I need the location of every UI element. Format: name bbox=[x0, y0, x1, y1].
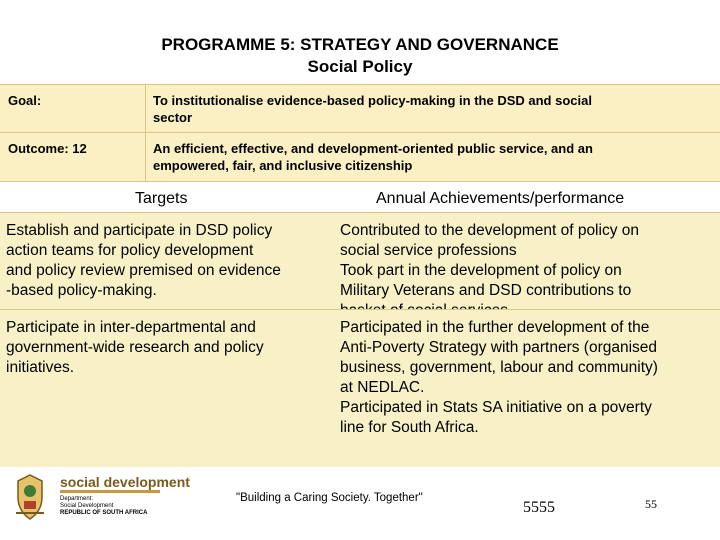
outcome-label: Outcome: 12 bbox=[8, 141, 87, 156]
achievement-line: at NEDLAC. bbox=[340, 379, 425, 396]
target-line: action teams for policy development bbox=[6, 242, 254, 259]
achievement-line: social service professions bbox=[340, 242, 517, 259]
outcome-text bbox=[153, 140, 708, 174]
target-line: Participate in inter-departmental and bbox=[6, 319, 256, 336]
achievement-line: Participated in Stats SA initiative on a poverty bbox=[340, 399, 652, 416]
page-number: 55 bbox=[645, 497, 657, 511]
outcome-row bbox=[0, 132, 720, 182]
targets-header-row bbox=[0, 185, 720, 212]
target-line: Establish and participate in DSD policy bbox=[6, 222, 273, 239]
logo-line: REPUBLIC OF SOUTH AFRICA bbox=[60, 510, 148, 516]
goal-row bbox=[0, 84, 720, 132]
goal-text-line: sector bbox=[153, 110, 193, 125]
goal-text bbox=[153, 92, 708, 126]
logo-line: Department: bbox=[60, 496, 94, 502]
outcome-text-line: empowered, fair, and inclusive citizenship bbox=[153, 158, 413, 173]
achievement-line: Took part in the development of policy on bbox=[340, 262, 622, 279]
targets-table bbox=[0, 185, 720, 467]
logo-title: social development bbox=[60, 474, 190, 490]
logo-line: Social Development bbox=[60, 503, 114, 509]
achievement-line: business, government, labour and community) bbox=[340, 359, 658, 376]
target-line: -based policy-making. bbox=[6, 282, 157, 299]
header-achievements: Annual Achievements/performance bbox=[376, 190, 625, 207]
achievement-line: Military Veterans and DSD contributions to bbox=[340, 282, 632, 299]
coat-of-arms-icon bbox=[12, 473, 48, 521]
page-title: PROGRAMME 5: STRATEGY AND GOVERNANCE bbox=[161, 35, 559, 54]
target-cell bbox=[6, 318, 264, 378]
goal-table bbox=[0, 84, 720, 182]
achievement-line: Contributed to the development of policy on bbox=[340, 222, 639, 239]
footer-number: 5555 bbox=[523, 499, 555, 516]
achievement-line: Participated in the further development of the bbox=[340, 319, 650, 336]
target-line: initiatives. bbox=[6, 359, 75, 376]
table-row bbox=[0, 309, 720, 468]
target-line: and policy review premised on evidence bbox=[6, 262, 281, 279]
logo-bar bbox=[60, 490, 160, 493]
outcome-text-line: An efficient, effective, and development-oriented public service, and an bbox=[153, 141, 593, 156]
table-row bbox=[0, 212, 720, 309]
achievement-cell bbox=[340, 221, 639, 321]
header-targets: Targets bbox=[135, 190, 188, 207]
achievement-line: Anti-Poverty Strategy with partners (organised bbox=[340, 339, 658, 356]
goal-label: Goal: bbox=[8, 93, 42, 108]
slogan: "Building a Caring Society. Together" bbox=[236, 492, 423, 504]
goal-text-line: To institutionalise evidence-based policy-making in the DSD and social bbox=[153, 93, 592, 108]
target-cell bbox=[6, 221, 281, 301]
achievement-cell bbox=[340, 318, 658, 438]
achievement-line: line for South Africa. bbox=[340, 419, 479, 436]
target-line: government-wide research and policy bbox=[6, 339, 264, 356]
table-divider bbox=[145, 84, 146, 181]
page-subtitle: Social Policy bbox=[307, 57, 413, 76]
